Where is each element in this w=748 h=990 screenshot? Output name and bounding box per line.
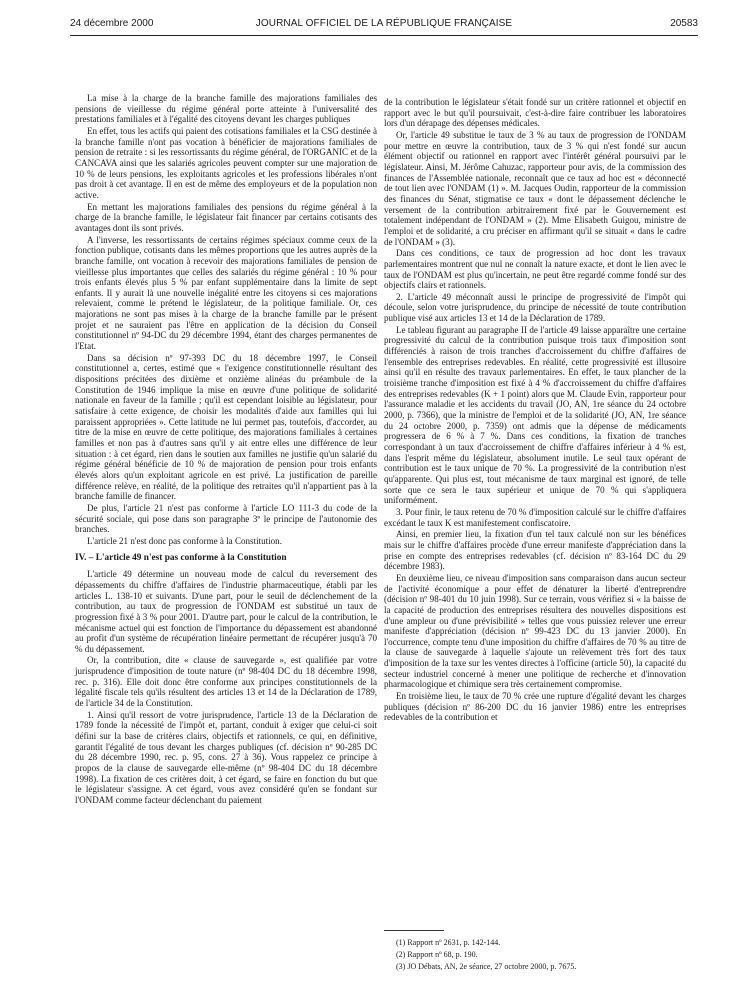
right-column xyxy=(384,97,686,724)
header-journal-title: JOURNAL OFFICIEL DE LA RÉPUBLIQUE FRANÇAISE xyxy=(255,18,513,29)
left-column xyxy=(75,93,377,807)
footnotes xyxy=(384,930,686,973)
paragraph: Or, l'article 49 substitue le taux de 3 % au taux de progression de l'ONDAM pour mettre en œuvre la contribution, taux de 3 % qui n'est fondé sur aucun élément objectif ou rationnel en rapport avec l'intérêt général poursuivi par le législateur. Ainsi, M. Jérôme Cahuzac, rapporteur pour avis, de la commission des finances de l'Assemblée nationale, reconnaît que ce taux ad hoc est « déconnecté de tout lien avec l'ONDAM (1) ». M. Jacques Oudin, rapporteur de la commission des finances du Sénat, stigmatise ce taux « dont le dépassement déclenche le versement de la contribution arbitrairement fixé par le Gouvernement est totalement indépendant de l'ONDAM » (2). Mme Elisabeth Guigou, ministre de l'emploi et de solidarité, a cru préciser en affirmant qu'il se situait « dans le cadre de l'ONDAM » (3). xyxy=(384,129,686,247)
page-header xyxy=(70,18,698,32)
header-rule xyxy=(70,35,698,36)
footnote-rule xyxy=(384,930,444,931)
paragraph: 1. Ainsi qu'il ressort de votre jurisprudence, l'article 13 de la Déclaration de 1789 fonde la nécessité de l'impôt et, partant, conduit à exiger que celui-ci soit défini sur la base de critères clairs, objectifs et rationnels, ce qui, en définitive, garantit l'égalité de tous devant les charges publiques (cf. décision nº 90-285 DC du 28 décembre 1990, rec. p. 95, cons. 27 à 36). Vous rappelez ce principe à propos de la clause de sauvegarde elle-même (nº 98-404 DC du 18 décembre 1998). La fixation de ces critères doit, à cet égard, se faire en fonction du but que le législateur s'assigne. A cet égard, vous avez considéré qu'en se fondant sur l'ONDAM comme facteur déclenchant du paiement xyxy=(75,709,377,805)
paragraph: L'article 21 n'est donc pas conforme à la Constitution. xyxy=(87,535,282,546)
header-date: 24 décembre 2000 xyxy=(70,18,154,29)
paragraph: A l'inverse, les ressortissants de certains régimes spéciaux comme ceux de la fonction publique, cotisants dans les mêmes proportions que les autres auprès de la branche famille, ont vocation à recevoir des majorations familiales de pension de vieillesse plus importantes que celles des salariés du régime général : 10 % pour trois enfants élevés plus 5 % par enfant supplémentaire dans la limite de sept enfants. Il y aurait là une nouvelle inégalité entre les citoyens si ces majorations relevaient, comme le prétend le législateur, de la politique familiale. Or, ces majorations ne sont pas mises à la charge de la branche famille par le présent projet et ne sauraient pas l'être en application de la décision du Conseil constitutionnel nº 94-DC du 29 décembre 1994, étant des charges permanentes de l'Etat. xyxy=(75,234,377,352)
paragraph: 2. L'article 49 méconnaît aussi le principe de progressivité de l'impôt qui découle, selon votre jurisprudence, du principe de nécessité de toute contribution publique visé aux articles 13 et 14 de la Déclaration de 1789. xyxy=(384,291,686,324)
footnote: (3) JO Débats, AN, 2e séance, 27 octobre 2000, p. 7675. xyxy=(396,962,577,971)
paragraph: La mise à la charge de la branche famille des majorations familiales des pensions de vieillesse du régime général porte atteinte à l'universalité des prestations familiales et à l'égalité des citoyens devant les charges publiques xyxy=(75,93,377,125)
paragraph-continued: de la contribution le législateur s'était fondé sur un critère rationnel et objectif en rapport avec le but qu'il poursuivait, c'est-à-dire faire contribuer les laboratoires lors d'un dérapage des dépenses médicales. xyxy=(384,97,686,129)
paragraph: L'article 49 détermine un nouveau mode de calcul du reversement des dépassements du chiffre d'affaires de l'industrie pharmaceutique, établi par les articles L. 138-10 et suivants. D'une part, pour le seuil de déclenchement de la contribution, au taux de progression de l'ONDAM est substitué un taux de progression fixé à 3 % pour 2001. D'autre part, pour le calcul de la contribution, le mécanisme actuel qui est fonction de l'importance du dépassement est abandonné au profit d'un système de récupération linéaire permettant de récupérer jusqu'à 70 % du dépassement. xyxy=(75,569,377,654)
paragraph: En troisième lieu, le taux de 70 % crée une rupture d'égalité devant les charges publiques (décision nº 86-200 DC du 16 janvier 1986) entre les entreprises redevables de la contribution et xyxy=(384,691,686,723)
paragraph: De plus, l'article 21 n'est pas conforme à l'article LO 111-3 du code de la sécurité sociale, qui pose dans son paragraphe 3º le principe de l'autonomie des branches. xyxy=(75,502,377,535)
paragraph: Dans ces conditions, ce taux de progression ad hoc dont les travaux parlementaires montrent que nul ne connaît la nature exacte, et dont le lien avec le taux de l'ONDAM est plus qu'incertain, ne peut être regardé comme fondé sur des objectifs clairs et rationnels. xyxy=(384,248,686,291)
paragraph: En deuxième lieu, ce niveau d'imposition sans comparaison dans aucun secteur de l'activité économique a pour effet de dénaturer la liberté d'entreprendre (décision nº 98-401 du 10 juin 1998). Sur ce terrain, vous vérifiez si « la baisse de la capacité de production des entreprises résultera des nouvelles dispositions est d'une ampleur ou d'une prévisibilité » telles que vous puissiez relever une erreur manifeste d'appréciation (décision nº 99-423 DC du 13 janvier 2000). En l'occurrence, compte tenu d'une imposition du chiffre d'affaires de 70 % au titre de la clause de sauvegarde à laquelle s'ajoute un relèvement très fort des taux d'imposition de la taxe sur les ventes directes à l'officine (article 50), la capacité du secteur industriel concerné à mener une politique de recherche et d'innovation pharmacologique et chimique sera très certainement compromise. xyxy=(384,572,686,690)
paragraph: Or, la contribution, dite « clause de sauvegarde », est qualifiée par votre jurisprudence d'imposition de toute nature (nº 98-404 DC du 18 décembre 1998, rec. p. 316). Elle doit donc être conforme aux principes constitutionnels de la légalité fiscale tels qu'ils résultent des articles 13 et 14 de la Déclaration de 1789, de l'article 34 de la Constitution. xyxy=(75,655,377,709)
section-heading: IV. – L'article 49 n'est pas conforme à la Constitution xyxy=(75,552,287,563)
paragraph: En effet, tous les actifs qui paient des cotisations familiales et la CSG destinée à la branche famille n'ont pas vocation à bénéficier de majorations familiales de pension de retraite : si les ressortissants du régime général, de l'ORGANIC et de la CANCAVA ainsi que les salariés agricoles peuvent compter sur une majoration de 10 % de leurs pensions, les exploitants agricoles et les professions libérales n'ont pas droit à cet avantage. Il en est de même des employeurs et de la population non active. xyxy=(75,125,377,200)
paragraph: Le tableau figurant au paragraphe II de l'article 49 laisse apparaître une certaine progressivité du calcul de la contribution puisque trois taux d'imposition sont différenciés à raison de trois tranches d'accroissement du chiffre d'affaires de l'ensemble des entreprises redevables. En réalité, cette progressivité est illusoire ainsi qu'il en résulte des travaux parlementaires. En effet, le taux plancher de la troisième tranche d'imposition est fixé à 4 % d'accroissement du chiffre d'affaires des entreprises redevables (K + 1 point) alors que M. Claude Evin, rapporteur pour l'assurance maladie et les accidents du travail (JO, AN, 1re séance du 24 octobre 2000, p. 7366), que la ministre de l'emploi et de la solidarité (JO, AN, 1re séance du 24 octobre 2000, p. 7359) ont admis que la dépense de médicaments progressera de 6 % à 7 %. Dans ces conditions, la fixation de tranches correspondant à un taux d'accroissement de chiffre d'affaires inférieur à 4 % est, dans l'esprit même du législateur, absolument inutile. Le seul taux opérant de contribution est le taux unique de 70 %. La progressivité de la contribution n'est qu'apparente. Qui plus est, tout mécanisme de taux marginal est ignoré, de telle sorte que ce sera le taux supérieur et unique de 70 % qui s'appliquera uniformément. xyxy=(384,324,686,506)
paragraph: 3. Pour finir, le taux retenu de 70 % d'imposition calculé sur le chiffre d'affaires excédant le taux K est manifestement confiscatoire. xyxy=(384,506,686,528)
paragraph: Dans sa décision nº 97-393 DC du 18 décembre 1997, le Conseil constitutionnel a, certes, estimé que « l'exigence constitutionnelle résultant des dispositions précitées des dixième et onzième alinéas du préambule de la Constitution de 1946 implique la mise en œuvre d'une politique de solidarité nationale en faveur de la famille ; qu'il est cependant loisible au législateur, pour satisfaire à cette exigence, de choisir les modalités d'aide aux familles qui lui paraissent appropriées ». Cette latitude ne lui permet pas, toutefois, d'accorder, au titre de la mise en œuvre de cette politique, des majorations familiales à certaines familles et non pas à d'autres sans qu'il y ait entre elles une différence de leur situation : à cet égard, rien dans le soutien aux familles ne justifie qu'un salarié du régime général bénéficie de 10 % de majoration de pension pour trois enfants élevés alors qu'un exploitant agricole en est privé. La justification de pareille différence relève, en réalité, de la politique des retraites qu'il n'appartient pas à la branche famille de financer. xyxy=(75,352,377,502)
header-page-number: 20583 xyxy=(670,18,698,29)
paragraph: Ainsi, en premier lieu, la fixation d'un tel taux calculé non sur les bénéfices mais sur le chiffre d'affaires procède d'une erreur manifeste d'appréciation dans la prise en compte des entreprises redevables (cf. décision nº 83-164 DC du 29 décembre 1983). xyxy=(384,529,686,572)
footnote: (2) Rapport nº 68, p. 190. xyxy=(396,950,478,959)
paragraph: En mettant les majorations familiales des pensions du régime général à la charge de la branche famille, le législateur fait financer par certains cotisants des avantages dont ils sont privés. xyxy=(75,201,377,233)
footnote: (1) Rapport nº 2631, p. 142-144. xyxy=(396,938,501,947)
